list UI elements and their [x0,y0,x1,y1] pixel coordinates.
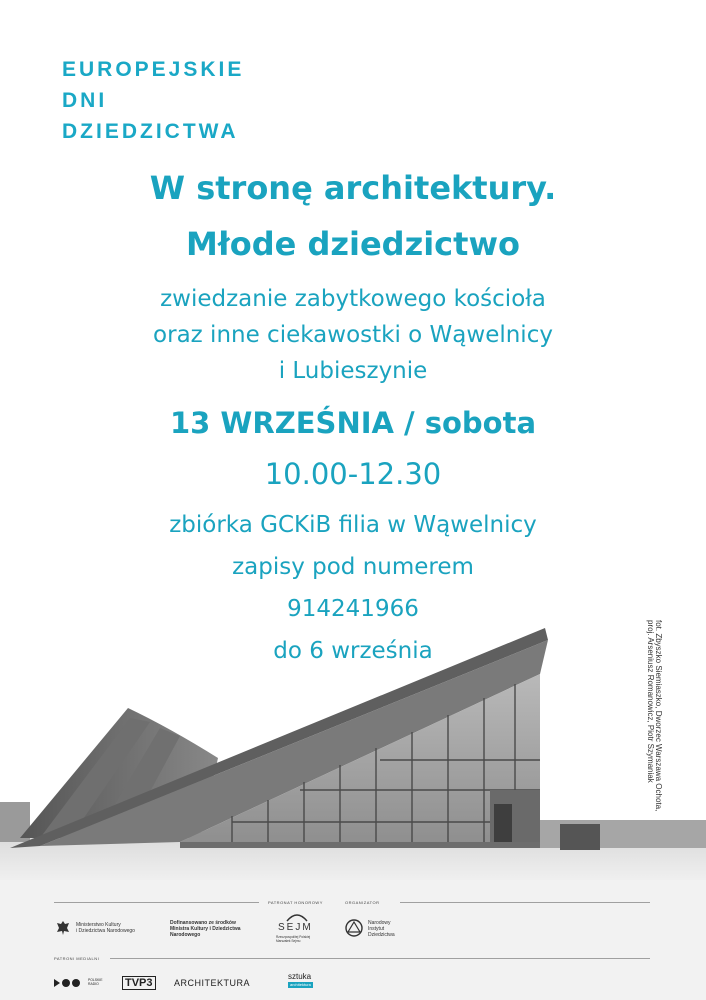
photo-credit [646,620,662,830]
ministry-logo-text [76,922,135,934]
tvp3-logo: TVP3 [122,976,156,990]
sejm-emblem-icon [286,912,308,922]
sztuka-logo: sztuka [288,972,312,981]
title-line-2: Młode dziedzictwo [186,225,520,263]
ministry-line-2: i Dziedzictwa Narodowego [76,928,135,934]
event-time: 10.00-12.30 [264,457,442,491]
architektura-logo: ARCHITEKTURA [174,978,251,988]
signup-deadline: do 6 września [273,638,433,664]
sejm-name: SEJM [278,922,313,933]
sejm-subtitle-1: Rzeczpospolitej Polskiej [276,935,311,939]
event-brand [62,54,244,147]
nid-logo-text [368,920,395,938]
title-line-1: W stronę architektury. [149,169,557,207]
cofinance-line-2: Ministra Kultury i Dziedzictwa [170,926,241,932]
patronat-label: PATRONAT HONOROWY [268,900,323,905]
nid-line-2: Instytut [368,926,385,932]
nid-line-1: Narodowy [368,920,391,926]
cofinance-line-3: Narodowego [170,932,201,938]
polskie-radio-label: POLSKIE RADIO [88,978,103,986]
event-date: 13 WRZEŚNIA / sobota [169,406,537,440]
nid-line-3: Dziedzictwa [368,932,395,938]
media-label: PATRONI MEDIALNI [54,956,100,961]
photo-credit-line-1: fot. Zbyszko Siemiaszko, Dworzec Warszawa Ochota, [654,620,663,812]
ministry-line-1: Ministerstwo Kultury [76,922,121,928]
brand-line-2: DNI [62,89,108,112]
photo-credit-line-2: proj. Arseniusz Romanowicz, Piotr Szymaniak [646,620,655,783]
nid-emblem-icon [344,918,364,938]
footer-divider [110,958,650,959]
phone-number[interactable]: 914241966 [287,596,419,622]
building-photo [0,610,706,890]
footer-divider [54,902,259,903]
footer-divider [400,902,650,903]
cofinance-line-1: Dofinansowano ze środków [170,920,236,926]
event-description [0,281,706,389]
signup-label: zapisy pod numerem [232,554,474,580]
description-line-2: oraz inne ciekawostki o Wąwelnicy [153,322,553,348]
meeting-point: zbiórka GCKiB filia w Wąwelnicy [169,512,537,538]
organizator-label: ORGANIZATOR [345,900,380,905]
brand-line-3: DZIEDZICTWA [62,120,239,143]
description-line-3: i Lubieszynie [278,358,428,384]
polskie-radio-icon [54,978,82,988]
brand-line-1: EUROPEJSKIE [62,58,245,81]
cofinance-text [170,920,241,938]
description-line-1: zwiedzanie zabytkowego kościoła [160,286,546,312]
eagle-emblem-icon [56,920,70,936]
footer-logos [0,880,706,1000]
sejm-subtitle [276,935,310,943]
sztuka-sub-logo: architektura [290,982,311,987]
sejm-subtitle-2: Marszałek Sejmu [276,939,301,943]
